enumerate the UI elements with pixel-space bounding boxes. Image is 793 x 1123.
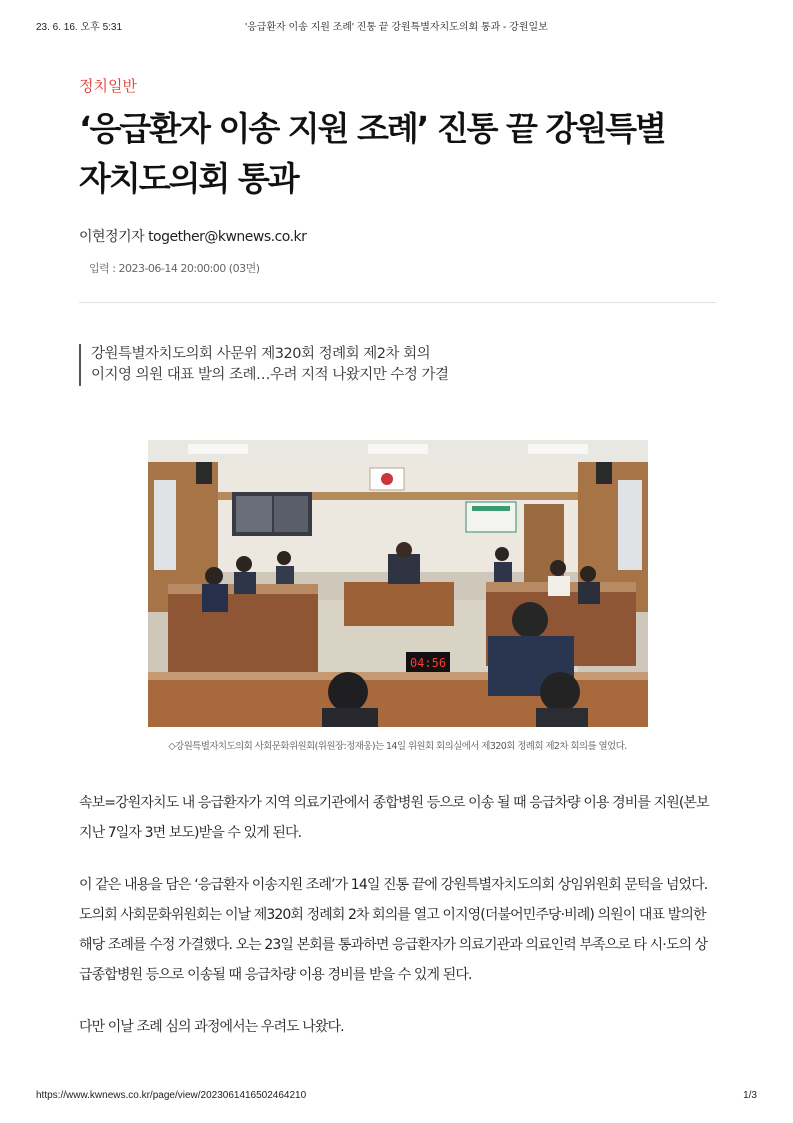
photo-clock-display: 04:56 [409,656,447,670]
article-headline [79,104,716,204]
print-date: 23. 6. 16. 오후 5:31 [36,22,123,33]
body-paragraph-2: 이 같은 내용을 담은 ‘응급환자 이송지원 조례’가 14일 진통 끝에 강원특별자치도의회 상임위원회 문턱을 넘었다. 도의회 사회문화위원회는 이날 제320회 정례회 2차 회의를 열고 이지영(더불어민주당·비례) 의원이 대표 발의한 해당 조례를 수정 가결했다. 오는 23일 본회를 통과하면 응급환자가 의료기관과 의료인력 부족으로 타 시·도의 상급종합병원 등으로 이송될 때 응급차량 이용 경비를 받을 수 있게 된다. [79,877,708,983]
article-body [79,788,716,1064]
article-byline[interactable]: 이현정기자 together@kwnews.co.kr [79,229,307,245]
council-meeting-photo [148,440,648,727]
print-footer [36,1090,757,1104]
article [79,74,716,1035]
photo-caption: ◇강원특별자치도의회 사회문화위원회(위원장:정재웅)는 14일 위원회 회의실에서 제320회 정례회 제2차 회의를 열었다. [168,741,627,752]
divider [79,302,716,303]
subhead-line-1: 강원특별자치도의회 사문위 제320회 정례회 제2차 회의 [91,346,431,362]
headline-line-2: 자치도의회 통과 [79,159,298,198]
subhead-line-2: 이지영 의원 대표 발의 조례…우려 지적 나왔지만 수정 가결 [91,367,449,383]
article-subhead [79,344,716,386]
body-paragraph-1: 속보=강원자치도 내 응급환자가 지역 의료기관에서 종합병원 등으로 이송 될 때 응급차량 이용 경비를 지원(본보 지난 7일자 3면 보도)받을 수 있게 된다. [79,795,709,841]
headline-line-1: ‘응급환자 이송 지원 조례’ 진통 끝 강원특별 [79,109,665,148]
print-page-number: 1/3 [743,1090,757,1101]
print-page-title: '응급환자 이송 지원 조례' 진통 끝 강원특별자치도의회 통과 - 강원일보 [245,22,548,33]
article-photo [148,440,648,727]
article-category[interactable]: 정치일반 [79,77,137,95]
print-url: https://www.kwnews.co.kr/page/view/2023061416502464210 [36,1090,307,1101]
published-date: 입력 : 2023-06-14 20:00:00 (03면) [89,262,260,275]
print-header [36,18,757,32]
body-paragraph-3: 다만 이날 조례 심의 과정에서는 우려도 나왔다. [79,1019,344,1035]
